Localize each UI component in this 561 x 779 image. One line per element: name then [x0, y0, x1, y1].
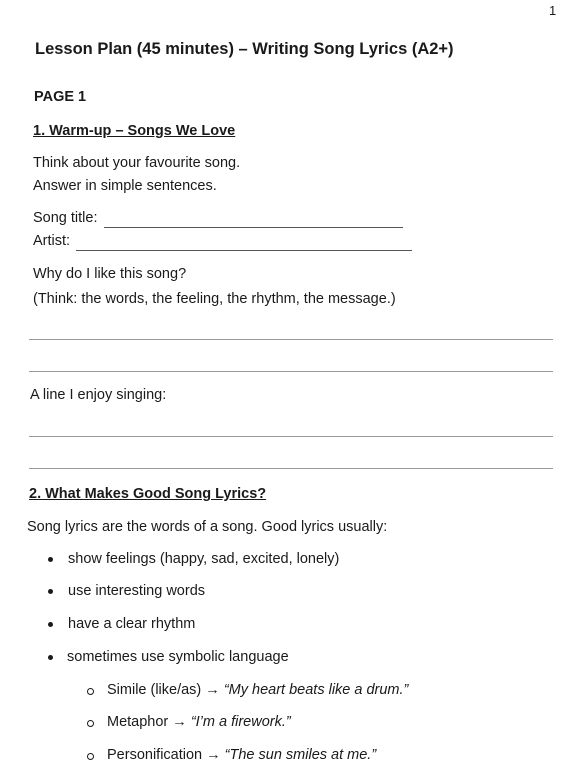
sub-list-item-personification	[107, 747, 376, 763]
list-item: show feelings (happy, sad, excited, lonely)	[68, 551, 340, 567]
line-enjoy-label: A line I enjoy singing:	[30, 387, 167, 403]
figure-example: “I’m a firework.”	[190, 714, 291, 730]
sub-bullet-icon	[87, 720, 94, 727]
sub-bullet-icon	[87, 688, 94, 695]
why-answer-line-2[interactable]	[29, 371, 553, 372]
why-answer-line-1[interactable]	[29, 339, 553, 340]
sub-bullet-icon	[87, 753, 94, 760]
figure-term: Simile (like/as) →	[107, 682, 224, 698]
sub-list-item-metaphor	[107, 714, 291, 730]
artist-answer-line[interactable]	[76, 250, 412, 251]
song-title-label: Song title:	[33, 210, 98, 226]
section1-heading: 1. Warm-up – Songs We Love	[33, 123, 236, 139]
bullet-icon	[48, 655, 53, 660]
list-item: sometimes use symbolic language	[67, 649, 289, 665]
list-item: use interesting words	[68, 583, 206, 599]
song-title-answer-line[interactable]	[104, 227, 403, 228]
figure-example: “My heart beats like a drum.”	[223, 682, 409, 698]
bullet-icon	[48, 589, 53, 594]
figure-term: Metaphor →	[107, 714, 191, 730]
line-enjoy-answer-line-1[interactable]	[29, 436, 553, 437]
page-label: PAGE 1	[34, 89, 87, 105]
page-number: 1	[549, 3, 557, 18]
artist-label: Artist:	[33, 233, 71, 249]
bullet-icon	[48, 622, 53, 627]
why-question: Why do I like this song?	[33, 266, 187, 282]
section1-intro-line2: Answer in simple sentences.	[33, 178, 217, 194]
bullet-icon	[48, 557, 53, 562]
section1-intro-line1: Think about your favourite song.	[33, 155, 241, 171]
page-title: Lesson Plan (45 minutes) – Writing Song Lyrics (A2+)	[35, 40, 454, 58]
figure-example: “The sun smiles at me.”	[224, 747, 377, 763]
section2-intro: Song lyrics are the words of a song. Good lyrics usually:	[27, 519, 388, 535]
think-hint: (Think: the words, the feeling, the rhythm, the message.)	[33, 291, 396, 307]
section2-heading: 2. What Makes Good Song Lyrics?	[29, 486, 267, 502]
figure-term: Personification →	[107, 747, 225, 763]
list-item: have a clear rhythm	[68, 616, 196, 632]
sub-list-item-simile	[107, 682, 408, 698]
line-enjoy-answer-line-2[interactable]	[29, 468, 553, 469]
